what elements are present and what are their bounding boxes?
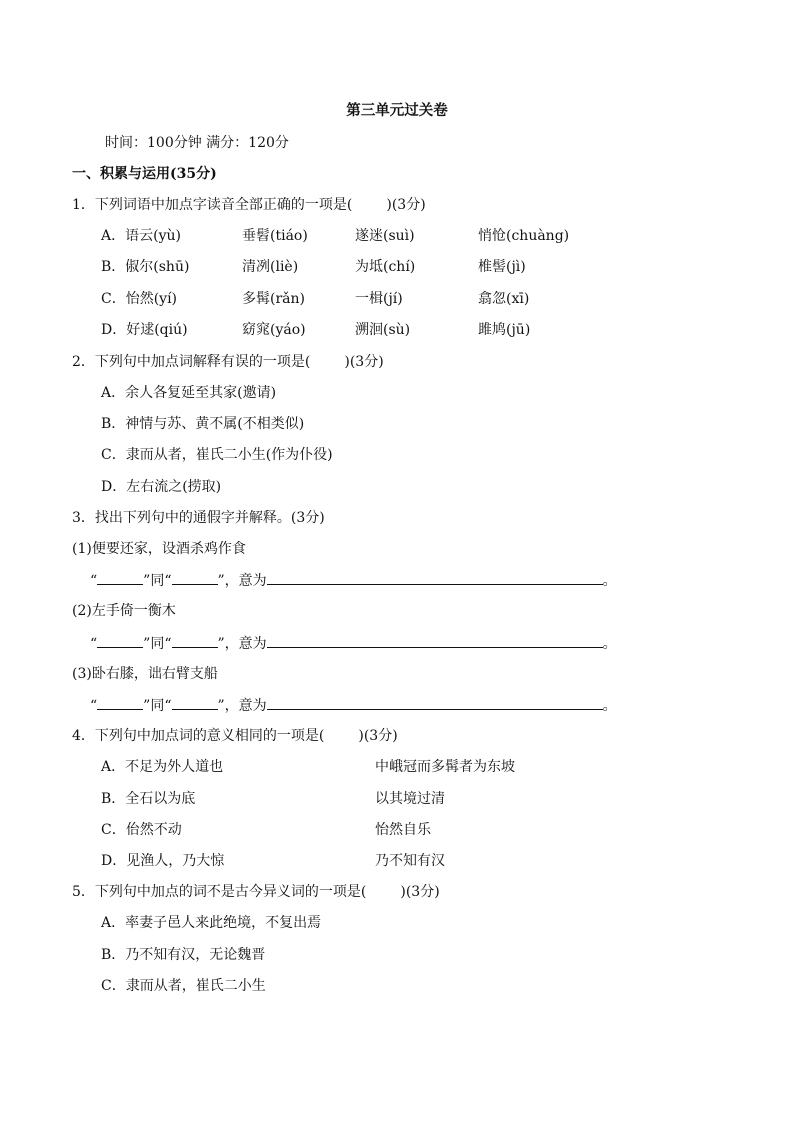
q4-option-c-2: 怡然自乐: [375, 822, 431, 838]
q4-option-b-1: B．全石以为底: [101, 791, 196, 807]
q5-option-b: B．乃不知有汉，无论魏晋: [101, 947, 266, 963]
q2-option-d: D．左右流之(捞取): [101, 479, 222, 495]
q2-option-b: B．神情与苏、黄不属(不相类似): [101, 416, 305, 432]
q1-option-a-3: 遂迷(suì): [355, 228, 415, 244]
q4-option-d-2: 乃不知有汉: [375, 853, 445, 869]
q1-option-a-1: A．语云(yù): [101, 228, 181, 244]
q3-fill-row-1: “ ”同“ ”，意为 。: [90, 570, 617, 591]
q3-blank-3a[interactable]: [97, 695, 143, 710]
q4-option-a-1: A．不足为外人道也: [101, 759, 224, 775]
question-5-stem: 5．下列句中加点的词不是古今异义词的一项是( )(3分): [72, 884, 440, 900]
q1-option-c-3: 一楫(jí): [355, 291, 403, 307]
q1-option-d-2: 窈窕(yáo): [242, 322, 306, 338]
q1-option-c-1: C．怡然(yí): [101, 291, 178, 307]
q3-blank-2a[interactable]: [97, 633, 143, 648]
q3-fill-row-2: “ ”同“ ”，意为 。: [90, 633, 617, 654]
q1-option-b-3: 为坻(chí): [355, 259, 416, 275]
q3-answer-line-3[interactable]: [267, 695, 603, 710]
q5-option-c: C．隶而从者，崔氏二小生: [101, 978, 266, 994]
q3-answer-line-2[interactable]: [267, 633, 603, 648]
q2-option-c: C．隶而从者，崔氏二小生(作为仆役): [101, 447, 333, 463]
question-2-stem: 2．下列句中加点词解释有误的一项是( )(3分): [72, 354, 384, 370]
q1-option-b-1: B．俶尔(shū): [101, 259, 190, 275]
q4-option-a-2: 中峨冠而多髯者为东坡: [375, 759, 515, 775]
q5-option-a: A．率妻子邑人来此绝境，不复出焉: [101, 915, 322, 931]
q2-option-a: A．余人各复延至其家(邀请): [101, 385, 277, 401]
q1-option-a-2: 垂髫(tiáo): [242, 228, 308, 244]
q4-option-c-1: C．佁然不动: [101, 822, 182, 838]
q4-option-b-2: 以其境过清: [375, 791, 445, 807]
q1-option-c-2: 多髯(rǎn): [242, 291, 305, 307]
q3-item-3: (3)卧右膝，诎右臂支船: [72, 666, 218, 682]
q3-blank-1a[interactable]: [97, 570, 143, 585]
q3-answer-line-1[interactable]: [267, 570, 603, 585]
question-4-stem: 4．下列句中加点词的意义相同的一项是( )(3分): [72, 728, 398, 744]
q1-option-d-4: 雎鸠(jū): [478, 322, 531, 338]
q3-fill-row-3: “ ”同“ ”，意为 。: [90, 695, 617, 716]
q1-option-d-1: D．好逑(qiú): [101, 322, 188, 338]
q1-option-c-4: 翕忽(xī): [478, 291, 530, 307]
q1-option-b-4: 椎髻(jì): [478, 259, 526, 275]
exam-title: 第三单元过关卷: [346, 102, 448, 119]
q4-option-d-1: D．见渔人，乃大惊: [101, 853, 225, 869]
section-heading: 一、积累与运用(35分): [72, 166, 217, 182]
q3-item-2: (2)左手倚一衡木: [72, 603, 176, 619]
q1-option-a-4: 悄怆(chuàng): [478, 228, 570, 244]
q3-blank-2b[interactable]: [172, 633, 218, 648]
q3-blank-1b[interactable]: [172, 570, 218, 585]
q3-item-1: (1)便要还家，设酒杀鸡作食: [72, 541, 246, 557]
q1-option-d-3: 溯洄(sù): [355, 322, 411, 338]
question-1-stem: 1．下列词语中加点字读音全部正确的一项是( )(3分): [72, 197, 426, 213]
q1-option-b-2: 清冽(liè): [242, 259, 299, 275]
q3-blank-3b[interactable]: [172, 695, 218, 710]
question-3-stem: 3．找出下列句中的通假字并解释。(3分): [72, 510, 325, 526]
exam-meta: 时间：100分钟 满分：120分: [105, 135, 289, 151]
